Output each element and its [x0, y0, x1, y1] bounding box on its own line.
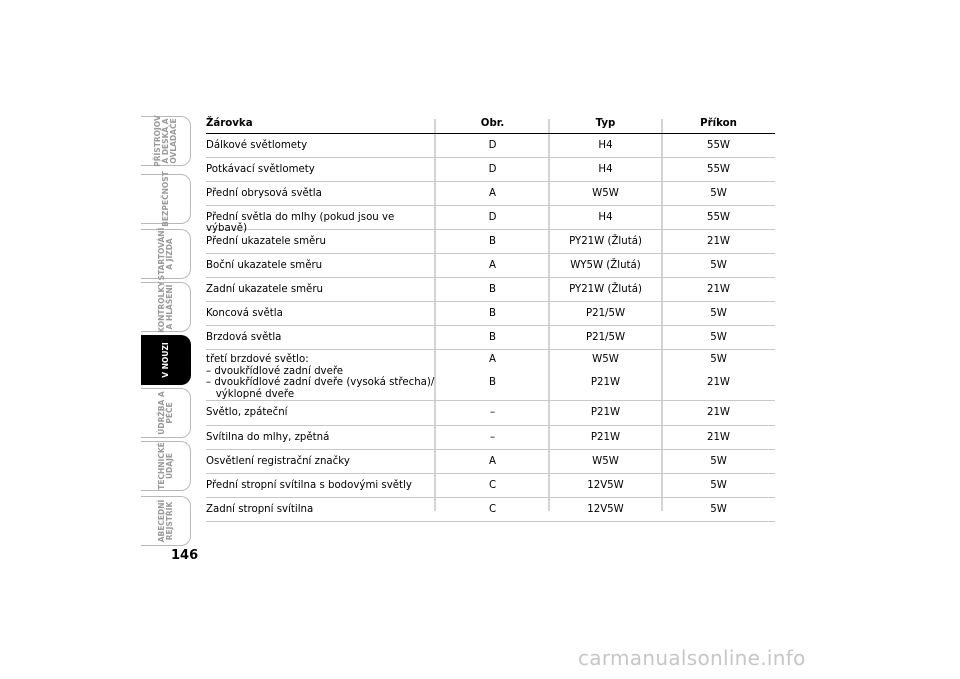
cell-type — [549, 354, 662, 400]
side-tab-label: PŘÍSTROJOV Á DESKA A OVLADAČE — [152, 115, 178, 167]
cell-fig: B — [489, 332, 496, 343]
cell-fig — [436, 354, 549, 400]
cell-power: 5W — [710, 456, 727, 467]
cell-power: 5W — [710, 332, 727, 343]
side-tab[interactable] — [141, 282, 191, 332]
header-bulb: Žárovka — [206, 118, 253, 129]
cell-line: 21W — [706, 377, 731, 388]
cell-power: 5W — [710, 480, 727, 491]
cell-line: P21W — [590, 377, 621, 388]
cell-power: 5W — [710, 504, 727, 515]
cell-bulb: Přední světla do mlhy (pokud jsou ve výbavě) — [206, 212, 395, 234]
side-tab[interactable] — [141, 171, 191, 227]
cell-bulb: Přední ukazatele směru — [206, 236, 326, 247]
table-row — [206, 182, 775, 206]
table-row — [206, 350, 775, 401]
cell-fig: – — [489, 407, 496, 418]
cell-type: W5W — [592, 188, 619, 199]
side-tab-label: BEZPEČNOST — [160, 171, 170, 227]
cell-power: 21W — [706, 236, 731, 247]
side-tab[interactable] — [141, 441, 191, 491]
cell-type: 12V5W — [587, 480, 624, 491]
table-row — [206, 450, 775, 474]
table-row — [206, 230, 775, 254]
header-fig: Obr. — [480, 118, 505, 129]
cell-fig: B — [489, 308, 496, 319]
side-tab-label: ABECEDNÍ REJSTŘÍK — [156, 499, 174, 543]
cell-bulb: Brzdová světla — [206, 332, 282, 343]
side-tab-label: ÚDRŽBA A PÉČE — [156, 391, 174, 435]
side-tab[interactable] — [141, 388, 191, 438]
bulb-table — [206, 116, 775, 522]
cell-line: W5W — [592, 354, 619, 365]
cell-line: třetí brzdové světlo: — [206, 354, 309, 365]
cell-fig: A — [489, 456, 496, 467]
table-row — [206, 401, 775, 426]
side-tab[interactable] — [141, 116, 191, 166]
cell-fig: D — [488, 212, 497, 223]
cell-fig: C — [488, 504, 497, 515]
cell-bulb: Boční ukazatele směru — [206, 260, 323, 271]
table-row — [206, 134, 775, 158]
cell-fig: B — [489, 236, 496, 247]
cell-bulb: Přední stropní svítilna s bodovými světly — [206, 480, 412, 491]
cell-bulb: Zadní ukazatele směru — [206, 284, 323, 295]
table-row — [206, 158, 775, 182]
cell-type: P21/5W — [585, 308, 626, 319]
cell-fig: D — [488, 140, 497, 151]
cell-line: výklopné dveře — [206, 388, 295, 400]
table-header — [206, 116, 775, 134]
cell-power: 55W — [706, 212, 731, 223]
cell-fig: B — [489, 284, 496, 295]
cell-power: 5W — [710, 308, 727, 319]
cell-fig: D — [488, 164, 497, 175]
cell-bulb: Potkávací světlomety — [206, 164, 315, 175]
cell-line: 5W — [710, 354, 727, 365]
table-row — [206, 254, 775, 278]
table-row — [206, 426, 775, 450]
cell-type: PY21W (Žlutá) — [569, 236, 642, 247]
side-tab-label: KONTROLKY A HLÁŠENÍ — [156, 281, 174, 333]
cell-type: H4 — [598, 140, 613, 151]
cell-type: P21/5W — [585, 332, 626, 343]
cell-power: 21W — [706, 432, 731, 443]
cell-bulb: Světlo, zpáteční — [206, 407, 288, 418]
side-tab-label: TECHNICKÉ ÚDAJE — [156, 442, 174, 490]
cell-power — [662, 354, 775, 400]
cell-bulb: Svítilna do mlhy, zpětná — [206, 432, 330, 443]
cell-type: 12V5W — [587, 504, 624, 515]
cell-bulb — [206, 354, 436, 400]
cell-power: 21W — [706, 284, 731, 295]
table-row — [206, 278, 775, 302]
cell-type: PY21W (Žlutá) — [569, 284, 642, 295]
cell-type: P21W — [590, 432, 621, 443]
cell-type: H4 — [598, 212, 613, 223]
cell-fig: C — [488, 480, 497, 491]
side-tab-label: V NOUZI — [160, 342, 170, 378]
cell-fig: A — [489, 188, 496, 199]
cell-type: WY5W (Žlutá) — [570, 260, 641, 271]
side-tab[interactable] — [141, 335, 191, 385]
cell-line: – dvoukřídlové zadní dveře — [206, 365, 344, 377]
cell-bulb: Osvětlení registrační značky — [206, 456, 350, 467]
header-type: Typ — [595, 118, 616, 129]
cell-fig: A — [489, 260, 496, 271]
cell-bulb: Zadní stropní svítilna — [206, 504, 314, 515]
watermark: carmanualsonline.info — [578, 646, 806, 670]
cell-type: P21W — [590, 407, 621, 418]
cell-bulb: Koncová světla — [206, 308, 283, 319]
page-number: 146 — [171, 548, 199, 563]
side-tab-label: STARTOVÁNÍ A JÍZDA — [156, 227, 174, 281]
header-power: Příkon — [700, 118, 737, 129]
cell-power: 5W — [710, 260, 727, 271]
side-tab[interactable] — [141, 496, 191, 546]
cell-line: – dvoukřídlové zadní dveře (vysoká střecha)/ — [206, 377, 435, 388]
cell-power: 5W — [710, 188, 727, 199]
cell-power: 21W — [706, 407, 731, 418]
table-row — [206, 498, 775, 522]
cell-power: 55W — [706, 164, 731, 175]
cell-fig: – — [489, 432, 496, 443]
cell-bulb: Přední obrysová světla — [206, 188, 322, 199]
cell-power: 55W — [706, 140, 731, 151]
cell-line: B — [489, 377, 496, 388]
cell-line: A — [489, 354, 496, 365]
table-row — [206, 326, 775, 350]
cell-type: H4 — [598, 164, 613, 175]
table-row — [206, 206, 775, 234]
side-tab[interactable] — [141, 229, 191, 279]
table-row — [206, 474, 775, 498]
cell-type: W5W — [592, 456, 619, 467]
cell-bulb: Dálkové světlomety — [206, 140, 308, 151]
table-row — [206, 302, 775, 326]
